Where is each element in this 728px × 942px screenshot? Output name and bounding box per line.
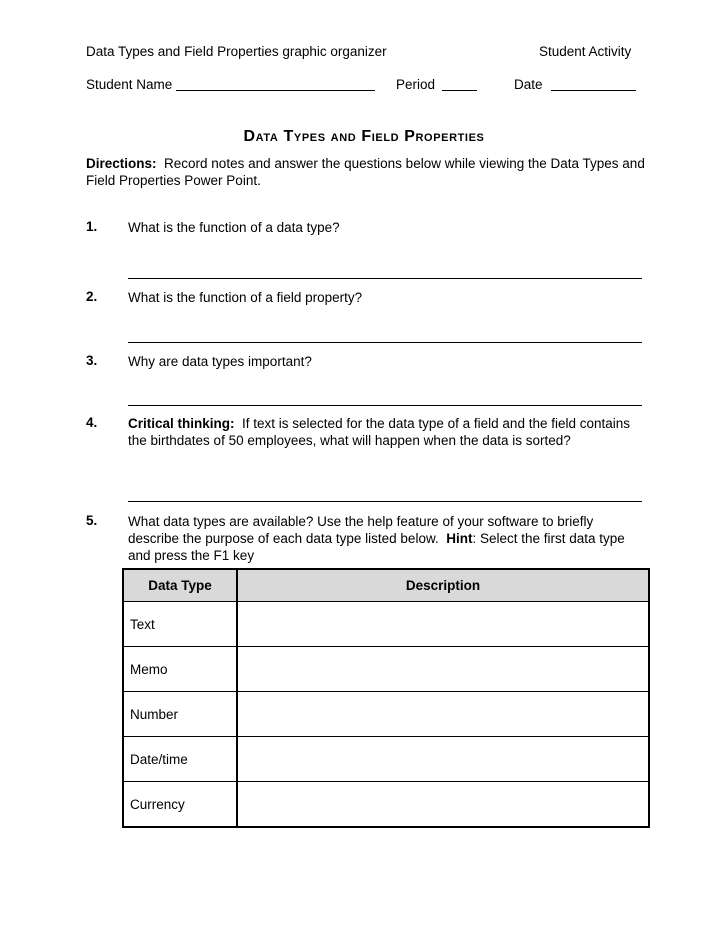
page-title: Data Types and Field Properties (243, 128, 485, 145)
question-text (128, 513, 638, 564)
date-blank[interactable] (551, 90, 636, 91)
hint-label: Hint (446, 531, 473, 546)
table-row (123, 782, 649, 828)
question-number: 5. (86, 513, 98, 528)
question-number: 1. (86, 219, 98, 234)
data-type-cell: Date/time (123, 737, 237, 782)
directions-text: Record notes and answer the questions below while viewing the Data Types and Field Properties Power Point. (86, 156, 645, 188)
description-cell[interactable] (237, 647, 649, 692)
column-header-description: Description (237, 569, 649, 602)
student-name-label: Student Name (86, 77, 173, 92)
data-type-cell: Currency (123, 782, 237, 828)
data-types-table (122, 568, 650, 828)
student-name-blank[interactable] (176, 90, 375, 91)
table-row (123, 647, 649, 692)
question-number: 2. (86, 289, 98, 304)
table-header-row (123, 569, 649, 602)
period-label: Period (396, 77, 436, 92)
table-row (123, 602, 649, 647)
critical-thinking-text: If text is selected for the data type of a field and the field contains the birthdates of 50 employees, what will happen when the data is sorted? (128, 416, 631, 448)
question-number: 3. (86, 353, 98, 368)
description-cell[interactable] (237, 782, 649, 828)
hint-text: : Select the first data type and press the F1 key (128, 531, 625, 563)
critical-thinking-label: Critical thinking: (128, 416, 235, 431)
description-cell[interactable] (237, 692, 649, 737)
directions-label: Directions: (86, 156, 157, 171)
table-row (123, 692, 649, 737)
q5-text: What data types are available? Use the help feature of your software to briefly describe the purpose of each data type listed below. (128, 514, 594, 546)
activity-label: Student Activity (539, 44, 632, 59)
answer-line[interactable] (128, 405, 642, 406)
date-label: Date (514, 77, 543, 92)
description-cell[interactable] (237, 737, 649, 782)
answer-line[interactable] (128, 278, 642, 279)
data-type-cell: Number (123, 692, 237, 737)
answer-line[interactable] (128, 501, 642, 502)
question-text: What is the function of a field property? (128, 290, 363, 305)
question-text: What is the function of a data type? (128, 220, 340, 235)
question-number: 4. (86, 415, 98, 430)
column-header-data-type: Data Type (123, 569, 237, 602)
data-type-cell: Memo (123, 647, 237, 692)
question-text: Why are data types important? (128, 354, 312, 369)
answer-line[interactable] (128, 342, 642, 343)
table-row (123, 737, 649, 782)
document-title: Data Types and Field Properties graphic organizer (86, 44, 387, 59)
period-blank[interactable] (442, 90, 477, 91)
description-cell[interactable] (237, 602, 649, 647)
question-text (128, 415, 633, 449)
data-type-cell: Text (123, 602, 237, 647)
directions (86, 155, 646, 189)
